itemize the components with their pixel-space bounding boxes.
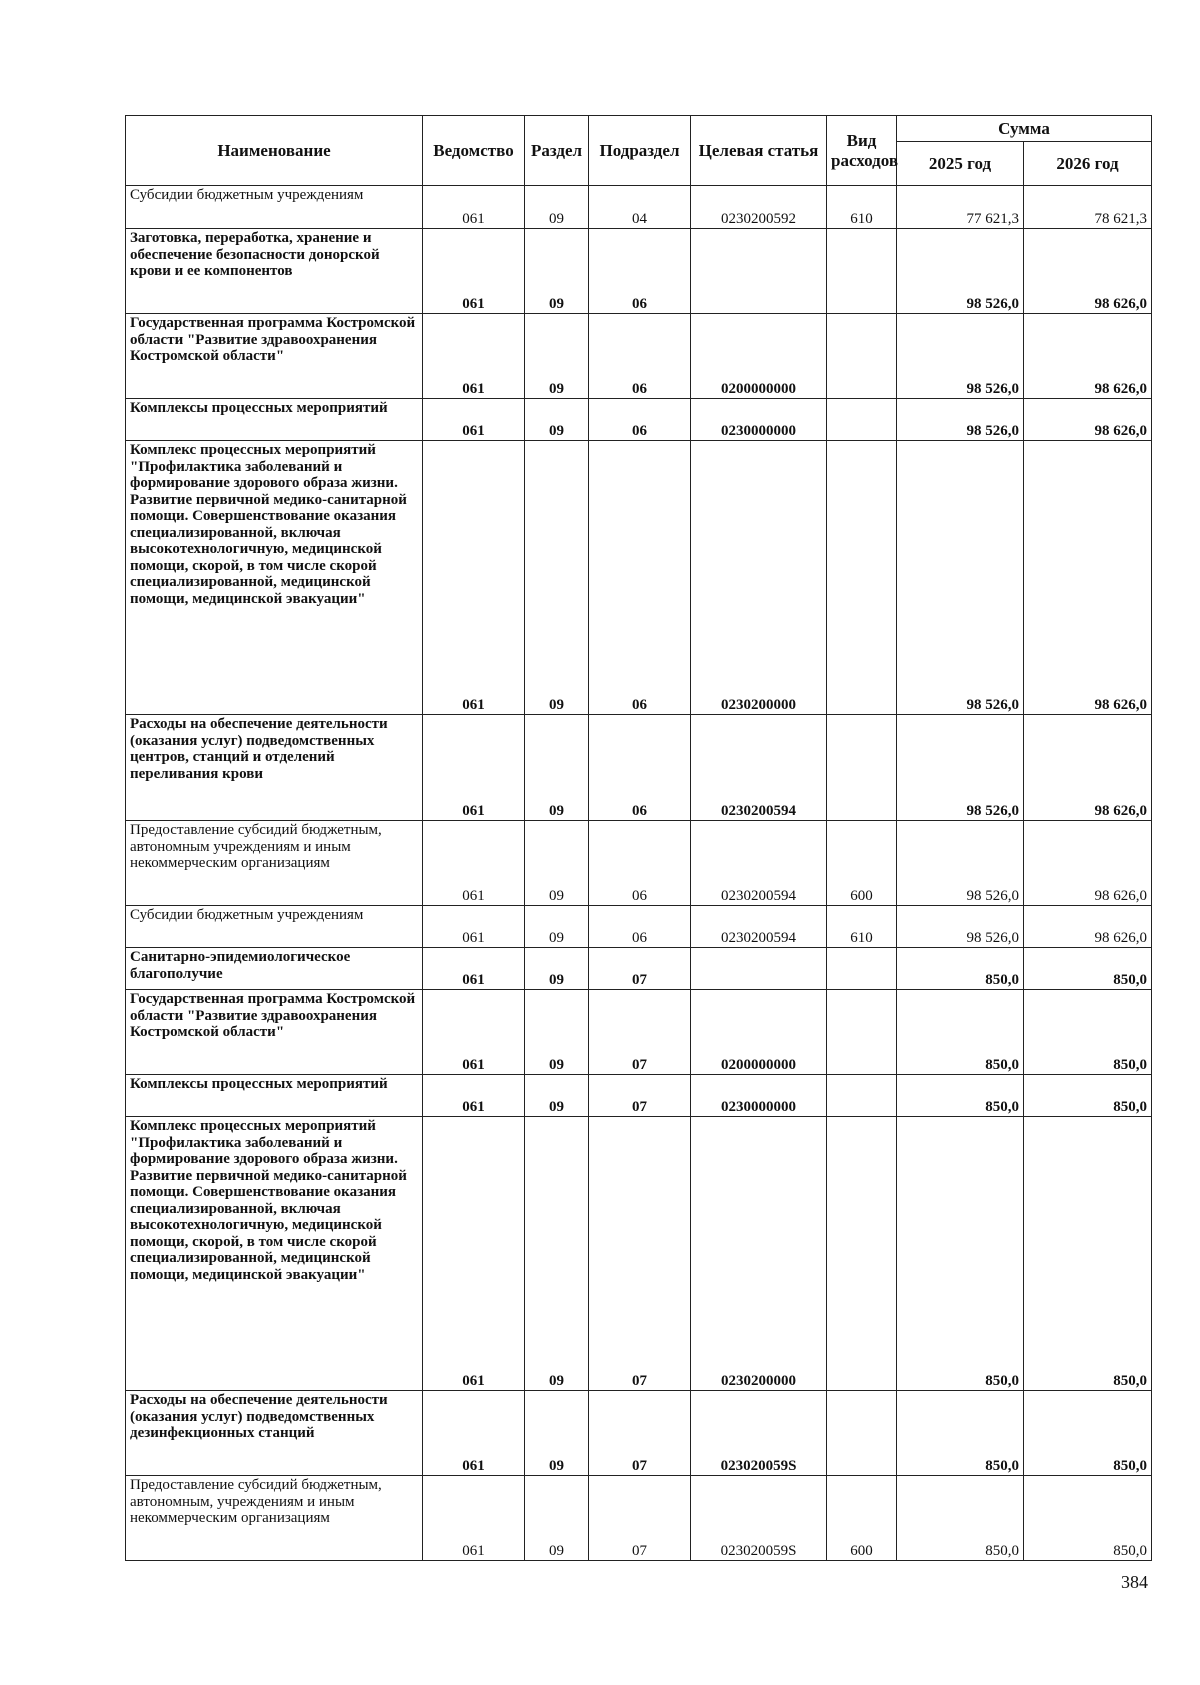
cell-celevaya-statya: 0230200000 bbox=[691, 441, 827, 715]
cell-name: Предоставление субсидий бюджетным, автономным, учреждениям и иным некоммерческим организациям bbox=[126, 1476, 423, 1561]
cell-podrazdel: 06 bbox=[589, 441, 691, 715]
table-body bbox=[126, 186, 1152, 1561]
col-header-razdel: Раздел bbox=[525, 116, 589, 186]
budget-sheet bbox=[125, 115, 1152, 1561]
cell-name: Расходы на обеспечение деятельности (оказания услуг) подведомственных центров, станций и отделений переливания крови bbox=[126, 715, 423, 821]
table-row bbox=[126, 186, 1152, 229]
cell-sum-2025: 850,0 bbox=[897, 1075, 1024, 1117]
cell-podrazdel: 07 bbox=[589, 990, 691, 1075]
cell-podrazdel: 06 bbox=[589, 906, 691, 948]
cell-sum-2025: 850,0 bbox=[897, 1476, 1024, 1561]
cell-sum-2026: 850,0 bbox=[1024, 948, 1152, 990]
cell-podrazdel: 07 bbox=[589, 1117, 691, 1391]
cell-sum-2025: 98 526,0 bbox=[897, 821, 1024, 906]
cell-celevaya-statya bbox=[691, 229, 827, 314]
cell-name: Санитарно-эпидемиологическое благополучие bbox=[126, 948, 423, 990]
cell-vid-rashodov bbox=[827, 441, 897, 715]
cell-vedomstvo: 061 bbox=[423, 1476, 525, 1561]
cell-sum-2026: 98 626,0 bbox=[1024, 441, 1152, 715]
cell-razdel: 09 bbox=[525, 186, 589, 229]
cell-name: Субсидии бюджетным учреждениям bbox=[126, 906, 423, 948]
cell-sum-2025: 98 526,0 bbox=[897, 441, 1024, 715]
cell-sum-2026: 98 626,0 bbox=[1024, 715, 1152, 821]
col-header-vid: Вид расходов bbox=[827, 116, 897, 186]
cell-name: Комплексы процессных мероприятий bbox=[126, 399, 423, 441]
budget-table bbox=[125, 115, 1152, 1561]
cell-sum-2025: 77 621,3 bbox=[897, 186, 1024, 229]
cell-vid-rashodov bbox=[827, 948, 897, 990]
cell-podrazdel: 07 bbox=[589, 1476, 691, 1561]
table-row bbox=[126, 229, 1152, 314]
cell-sum-2026: 98 626,0 bbox=[1024, 906, 1152, 948]
cell-celevaya-statya bbox=[691, 948, 827, 990]
table-row bbox=[126, 990, 1152, 1075]
cell-celevaya-statya: 0200000000 bbox=[691, 990, 827, 1075]
cell-name: Предоставление субсидий бюджетным, автономным учреждениям и иным некоммерческим организациям bbox=[126, 821, 423, 906]
cell-vid-rashodov bbox=[827, 399, 897, 441]
cell-razdel: 09 bbox=[525, 1391, 589, 1476]
col-header-name: Наименование bbox=[126, 116, 423, 186]
cell-podrazdel: 07 bbox=[589, 1391, 691, 1476]
cell-vedomstvo: 061 bbox=[423, 821, 525, 906]
cell-sum-2025: 98 526,0 bbox=[897, 715, 1024, 821]
cell-vedomstvo: 061 bbox=[423, 229, 525, 314]
cell-sum-2026: 850,0 bbox=[1024, 990, 1152, 1075]
cell-vid-rashodov: 610 bbox=[827, 906, 897, 948]
cell-vedomstvo: 061 bbox=[423, 314, 525, 399]
table-row bbox=[126, 314, 1152, 399]
cell-vid-rashodov: 610 bbox=[827, 186, 897, 229]
cell-razdel: 09 bbox=[525, 821, 589, 906]
cell-razdel: 09 bbox=[525, 990, 589, 1075]
cell-sum-2025: 98 526,0 bbox=[897, 399, 1024, 441]
cell-vedomstvo: 061 bbox=[423, 715, 525, 821]
cell-name: Государственная программа Костромской области "Развитие здравоохранения Костромской области" bbox=[126, 990, 423, 1075]
cell-podrazdel: 06 bbox=[589, 399, 691, 441]
cell-sum-2026: 850,0 bbox=[1024, 1117, 1152, 1391]
cell-celevaya-statya: 0200000000 bbox=[691, 314, 827, 399]
cell-vid-rashodov bbox=[827, 1391, 897, 1476]
cell-celevaya-statya: 023020059S bbox=[691, 1476, 827, 1561]
cell-sum-2026: 98 626,0 bbox=[1024, 314, 1152, 399]
cell-podrazdel: 06 bbox=[589, 715, 691, 821]
cell-podrazdel: 04 bbox=[589, 186, 691, 229]
cell-razdel: 09 bbox=[525, 399, 589, 441]
col-header-podrazdel: Подраздел bbox=[589, 116, 691, 186]
col-header-2026: 2026 год bbox=[1024, 142, 1152, 186]
table-row bbox=[126, 1117, 1152, 1391]
cell-razdel: 09 bbox=[525, 229, 589, 314]
cell-sum-2026: 78 621,3 bbox=[1024, 186, 1152, 229]
cell-name: Комплекс процессных мероприятий "Профилактика заболеваний и формирование здорового образа жизни. Развитие первичной медико-санитарной помощи. Совершенствование оказания специализированной, включая высокотехнологичную, медицинской помощи, скорой, в том числе скорой специализированной, медицинской помощи, медицинской эвакуации" bbox=[126, 441, 423, 715]
page-number: 384 bbox=[1121, 1572, 1148, 1592]
cell-sum-2025: 850,0 bbox=[897, 990, 1024, 1075]
table-row bbox=[126, 1391, 1152, 1476]
cell-vedomstvo: 061 bbox=[423, 906, 525, 948]
cell-sum-2026: 850,0 bbox=[1024, 1476, 1152, 1561]
col-header-2025: 2025 год bbox=[897, 142, 1024, 186]
cell-name: Заготовка, переработка, хранение и обеспечение безопасности донорской крови и ее компонентов bbox=[126, 229, 423, 314]
cell-name: Субсидии бюджетным учреждениям bbox=[126, 186, 423, 229]
cell-podrazdel: 06 bbox=[589, 314, 691, 399]
cell-vid-rashodov: 600 bbox=[827, 1476, 897, 1561]
table-row bbox=[126, 715, 1152, 821]
cell-vedomstvo: 061 bbox=[423, 1117, 525, 1391]
cell-vid-rashodov bbox=[827, 715, 897, 821]
cell-vid-rashodov bbox=[827, 314, 897, 399]
cell-sum-2025: 98 526,0 bbox=[897, 229, 1024, 314]
cell-podrazdel: 07 bbox=[589, 1075, 691, 1117]
cell-vid-rashodov bbox=[827, 1117, 897, 1391]
table-row bbox=[126, 399, 1152, 441]
cell-vedomstvo: 061 bbox=[423, 399, 525, 441]
cell-sum-2026: 850,0 bbox=[1024, 1391, 1152, 1476]
table-row bbox=[126, 906, 1152, 948]
cell-celevaya-statya: 0230000000 bbox=[691, 1075, 827, 1117]
col-header-summa: Сумма bbox=[897, 116, 1152, 142]
cell-razdel: 09 bbox=[525, 1075, 589, 1117]
cell-razdel: 09 bbox=[525, 948, 589, 990]
table-row bbox=[126, 1476, 1152, 1561]
cell-vid-rashodov: 600 bbox=[827, 821, 897, 906]
cell-name: Комплексы процессных мероприятий bbox=[126, 1075, 423, 1117]
cell-razdel: 09 bbox=[525, 314, 589, 399]
cell-razdel: 09 bbox=[525, 441, 589, 715]
cell-sum-2025: 850,0 bbox=[897, 948, 1024, 990]
cell-vedomstvo: 061 bbox=[423, 441, 525, 715]
cell-podrazdel: 07 bbox=[589, 948, 691, 990]
cell-vedomstvo: 061 bbox=[423, 948, 525, 990]
cell-sum-2026: 98 626,0 bbox=[1024, 229, 1152, 314]
cell-sum-2026: 98 626,0 bbox=[1024, 821, 1152, 906]
cell-sum-2025: 98 526,0 bbox=[897, 314, 1024, 399]
cell-razdel: 09 bbox=[525, 906, 589, 948]
cell-razdel: 09 bbox=[525, 715, 589, 821]
cell-celevaya-statya: 0230200594 bbox=[691, 821, 827, 906]
cell-sum-2025: 98 526,0 bbox=[897, 906, 1024, 948]
cell-name: Комплекс процессных мероприятий "Профилактика заболеваний и формирование здорового образа жизни. Развитие первичной медико-санитарной помощи. Совершенствование оказания специализированной, включая высокотехнологичную, медицинской помощи, скорой, в том числе скорой специализированной, медицинской помощи, медицинской эвакуации" bbox=[126, 1117, 423, 1391]
col-header-vedomstvo: Ведомство bbox=[423, 116, 525, 186]
table-row bbox=[126, 948, 1152, 990]
cell-razdel: 09 bbox=[525, 1476, 589, 1561]
cell-vid-rashodov bbox=[827, 1075, 897, 1117]
cell-celevaya-statya: 0230200594 bbox=[691, 906, 827, 948]
cell-vid-rashodov bbox=[827, 990, 897, 1075]
cell-name: Расходы на обеспечение деятельности (оказания услуг) подведомственных дезинфекционных станций bbox=[126, 1391, 423, 1476]
cell-sum-2026: 98 626,0 bbox=[1024, 399, 1152, 441]
cell-razdel: 09 bbox=[525, 1117, 589, 1391]
cell-vedomstvo: 061 bbox=[423, 186, 525, 229]
cell-vedomstvo: 061 bbox=[423, 1075, 525, 1117]
cell-celevaya-statya: 023020059S bbox=[691, 1391, 827, 1476]
cell-sum-2025: 850,0 bbox=[897, 1117, 1024, 1391]
table-row bbox=[126, 821, 1152, 906]
table-row bbox=[126, 441, 1152, 715]
cell-podrazdel: 06 bbox=[589, 821, 691, 906]
cell-celevaya-statya: 0230000000 bbox=[691, 399, 827, 441]
cell-celevaya-statya: 0230200592 bbox=[691, 186, 827, 229]
table-row bbox=[126, 1075, 1152, 1117]
cell-sum-2025: 850,0 bbox=[897, 1391, 1024, 1476]
cell-podrazdel: 06 bbox=[589, 229, 691, 314]
cell-celevaya-statya: 0230200000 bbox=[691, 1117, 827, 1391]
cell-vid-rashodov bbox=[827, 229, 897, 314]
cell-sum-2026: 850,0 bbox=[1024, 1075, 1152, 1117]
cell-vedomstvo: 061 bbox=[423, 1391, 525, 1476]
col-header-celevaya: Целевая статья bbox=[691, 116, 827, 186]
cell-celevaya-statya: 0230200594 bbox=[691, 715, 827, 821]
cell-name: Государственная программа Костромской области "Развитие здравоохранения Костромской области" bbox=[126, 314, 423, 399]
cell-vedomstvo: 061 bbox=[423, 990, 525, 1075]
